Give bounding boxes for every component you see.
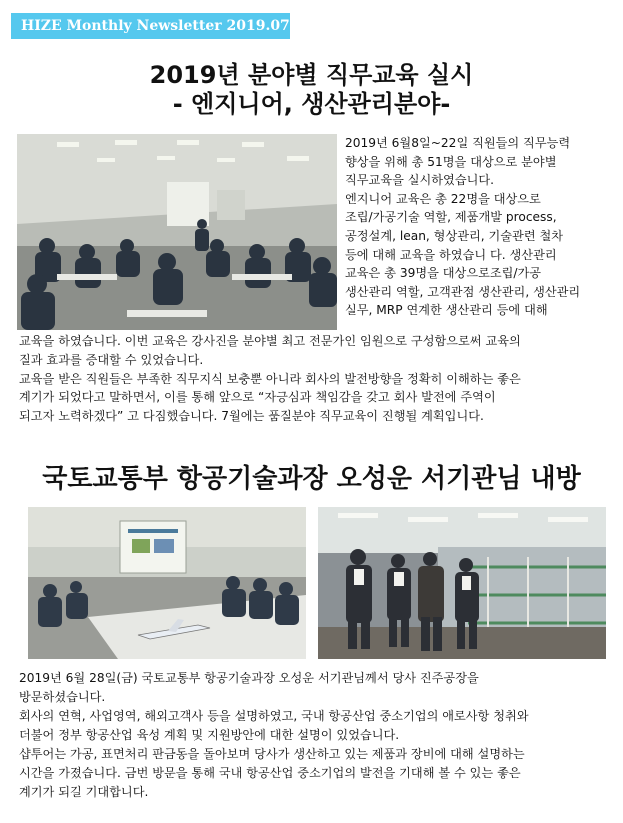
article1-side-line: 등에 대해 교육을 하였습니 다. 생산관리 bbox=[345, 248, 557, 262]
article1-side-line: 향상을 위해 총 51명을 대상으로 분야별 bbox=[345, 155, 557, 169]
article2-body-line: 시간을 가졌습니다. 금번 방문을 통해 국내 항공산업 중소기업의 발전을 기대해 볼 수 있는 좋은 bbox=[19, 766, 521, 780]
article1-side-line: 조립/가공기술 역할, 제품개발 process, bbox=[345, 210, 557, 224]
article2-body-line: 방문하셨습니다. bbox=[19, 690, 106, 704]
article1-side-line: 실무, MRP 연계한 생산관리 등에 대해 bbox=[345, 303, 548, 317]
article1-side-line: 생산관리 역할, 고객관점 생산관리, 생산관리 bbox=[345, 285, 581, 299]
article1-body-line: 교육을 받은 직원들은 부족한 직무지식 보충뿐 아니라 회사의 발전방향을 정확히 이해하는 좋은 bbox=[19, 372, 521, 386]
article1-body-line: 질과 효과를 증대할 수 있었습니다. bbox=[19, 353, 204, 367]
article2-body-line: 계기가 되길 기대합니다. bbox=[19, 785, 149, 799]
article1-side-line: 엔지니어 교육은 총 22명을 대상으로 bbox=[345, 192, 541, 206]
factory-tour-photo bbox=[318, 507, 606, 659]
article1-title-line2: - 엔지니어, 생산관리분야- bbox=[172, 90, 451, 118]
classroom-training-photo bbox=[17, 134, 337, 330]
article1-side-line: 직무교육을 실시하였습니다. bbox=[345, 173, 495, 187]
article1-side-line: 2019년 6월8일~22일 직원들의 직무능력 bbox=[345, 136, 571, 150]
article1-body-line: 교육을 하였습니다. 이번 교육은 강사진을 분야별 최고 전문가인 임원으로 구성함으로써 교육의 bbox=[19, 334, 521, 348]
article2-title: 국토교통부 항공기술과장 오성운 서기관님 내방 bbox=[42, 464, 581, 494]
article2-body-line: 샵투어는 가공, 표면처리 판금동을 돌아보며 당사가 생산하고 있는 제품과 장비에 대해 설명하는 bbox=[19, 747, 525, 761]
article1-body-line: 계기가 되었다고 말하면서, 이를 통해 앞으로 “자긍심과 책임감을 갖고 회사 발전에 주역이 bbox=[19, 390, 496, 404]
article2-body-line: 2019년 6월 28일(금) 국토교통부 항공기술과장 오성운 서기관님께서 당사 진주공장을 bbox=[19, 671, 479, 685]
article1-title-line1: 2019년 분야별 직무교육 실시 bbox=[149, 61, 474, 89]
article2-body-line: 회사의 연혁, 사업영역, 해외고객사 등을 설명하였고, 국내 항공산업 중소기업의 애로사항 청취와 bbox=[19, 709, 529, 723]
meeting-room-photo bbox=[28, 507, 306, 659]
article1-side-line: 공정설계, lean, 형상관리, 기술관련 철차 bbox=[345, 229, 564, 243]
article1-body-line: 되고자 노력하겠다” 고 다짐했습니다. 7월에는 품질분야 직무교육이 진행될 계획입니다. bbox=[19, 409, 484, 423]
article2-body-line: 더불어 정부 항공산업 육성 계획 및 지원방안에 대한 설명이 있었습니다. bbox=[19, 728, 400, 742]
newsletter-badge: HIZE Monthly Newsletter 2019.07 bbox=[11, 13, 290, 39]
article1-side-line: 교육은 총 39명을 대상으로조립/가공 bbox=[345, 266, 542, 280]
